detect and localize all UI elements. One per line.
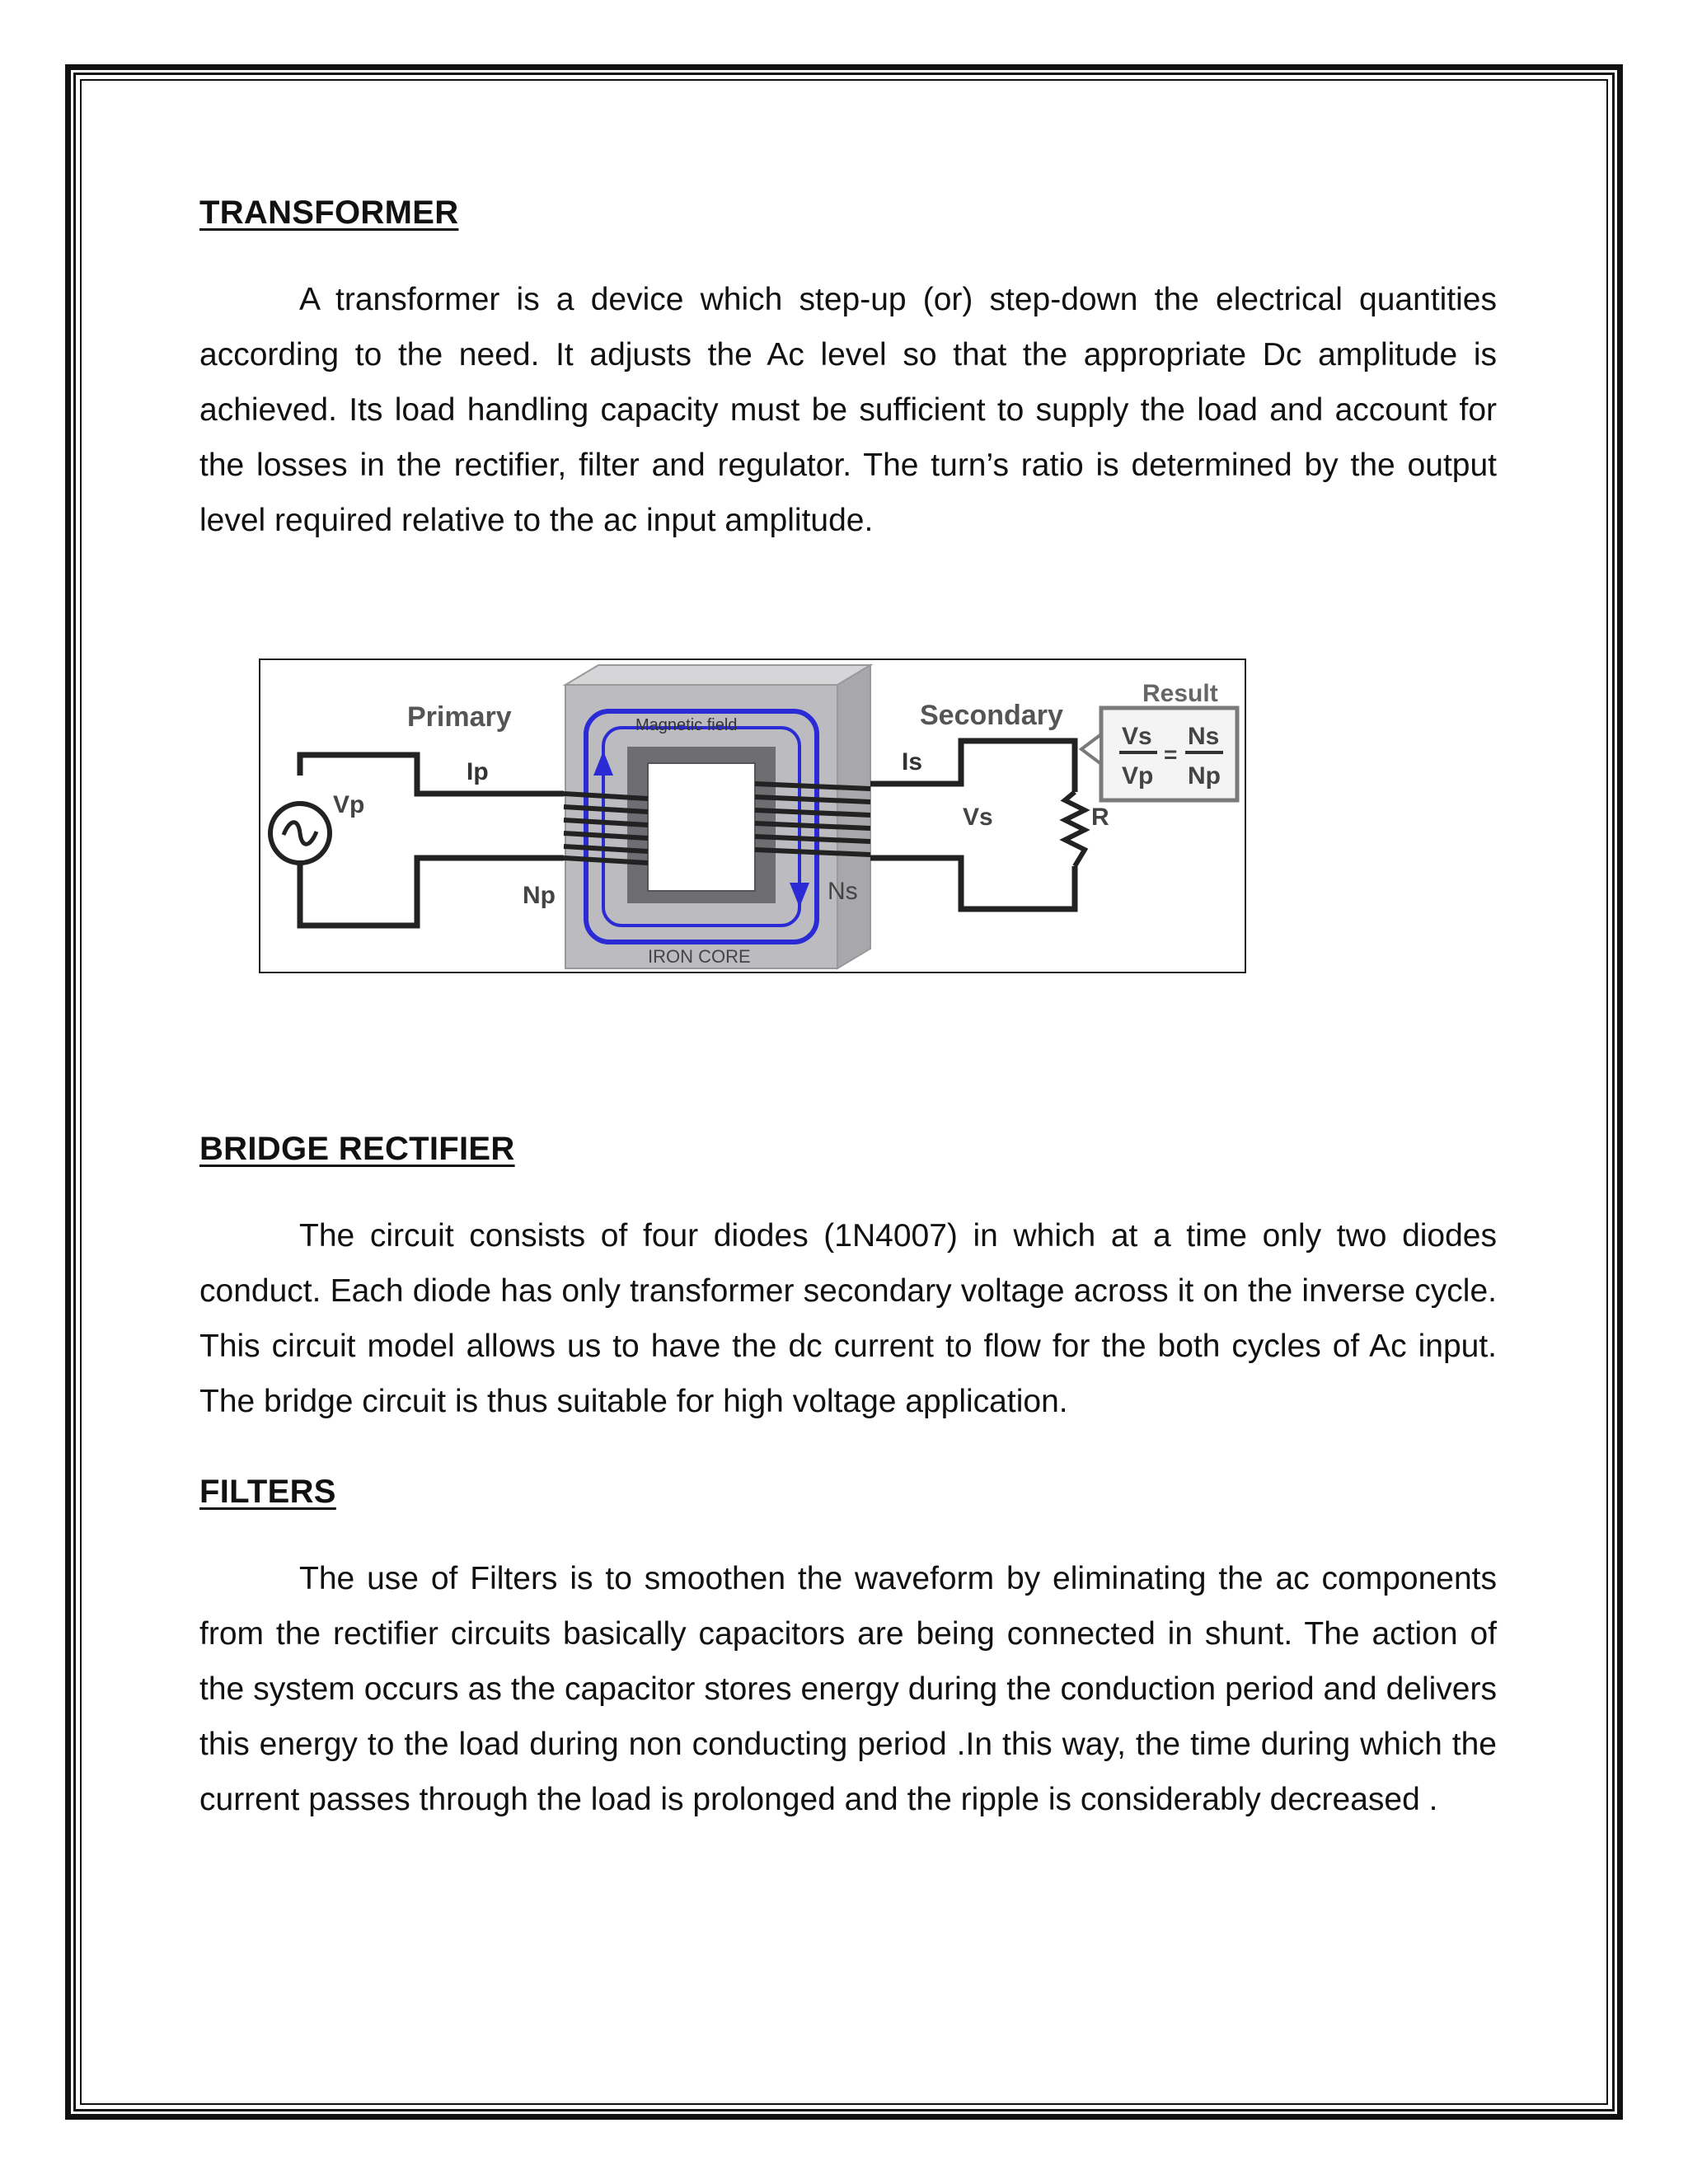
transformer-diagram: [259, 658, 1246, 973]
ratio-ns: Ns: [1188, 723, 1220, 750]
resistor-label: R: [1091, 804, 1109, 831]
ip-label: Ip: [467, 758, 489, 785]
heading-filters: FILTERS: [199, 1474, 336, 1510]
ac-source-icon: [270, 804, 330, 863]
resistor-icon: [1065, 792, 1085, 866]
result-label: Result: [1142, 680, 1218, 707]
paragraph-filters: The use of Filters is to smoothen the waveform by eliminating the ac components from the rectifier circuits basically capacitors are being connected in shunt. The action of the system occurs as the capacitor stores energy during the conduction period and delivers this energy to the load during non conducting period .In this way, the time during which the current passes through the load is prolonged and the ripple is considerably decreased .: [199, 1561, 1497, 1817]
heading-bridge-rectifier: BRIDGE RECTIFIER: [199, 1131, 515, 1167]
iron-core-label: IRON CORE: [648, 946, 751, 967]
ratio-np: Np: [1188, 762, 1221, 790]
vp-label: Vp: [333, 791, 365, 818]
paragraph-bridge-rectifier: The circuit consists of four diodes (1N4007) in which at a time only two diodes conduct. Each diode has only transformer secondary voltage across it on the inverse cycle. This circuit model allows us to have the dc current to flow for the both cycles of Ac input. The bridge circuit is thus suitable for high voltage application.: [199, 1218, 1497, 1419]
is-label: Is: [902, 748, 923, 776]
np-label: Np: [523, 882, 556, 909]
paragraph-transformer: A transformer is a device which step-up (or) step-down the electrical quantities according to the need. It adjusts the Ac level so that the appropriate Dc amplitude is achieved. Its load handling capacity must be sufficient to supply the load and account for the losses in the rectifier, filter and regulator. The turn’s ratio is determined by the output level required relative to the ac input amplitude.: [199, 282, 1497, 538]
ratio-vs: Vs: [1122, 723, 1152, 750]
primary-label: Primary: [407, 701, 512, 733]
ns-label: Ns: [828, 878, 858, 905]
ratio-equals: =: [1164, 742, 1178, 767]
secondary-label: Secondary: [920, 700, 1063, 731]
vs-label: Vs: [963, 804, 993, 831]
ratio-vp: Vp: [1122, 762, 1154, 790]
magnetic-field-label: Magnetic field: [635, 716, 738, 734]
heading-transformer: TRANSFORMER: [199, 194, 459, 231]
